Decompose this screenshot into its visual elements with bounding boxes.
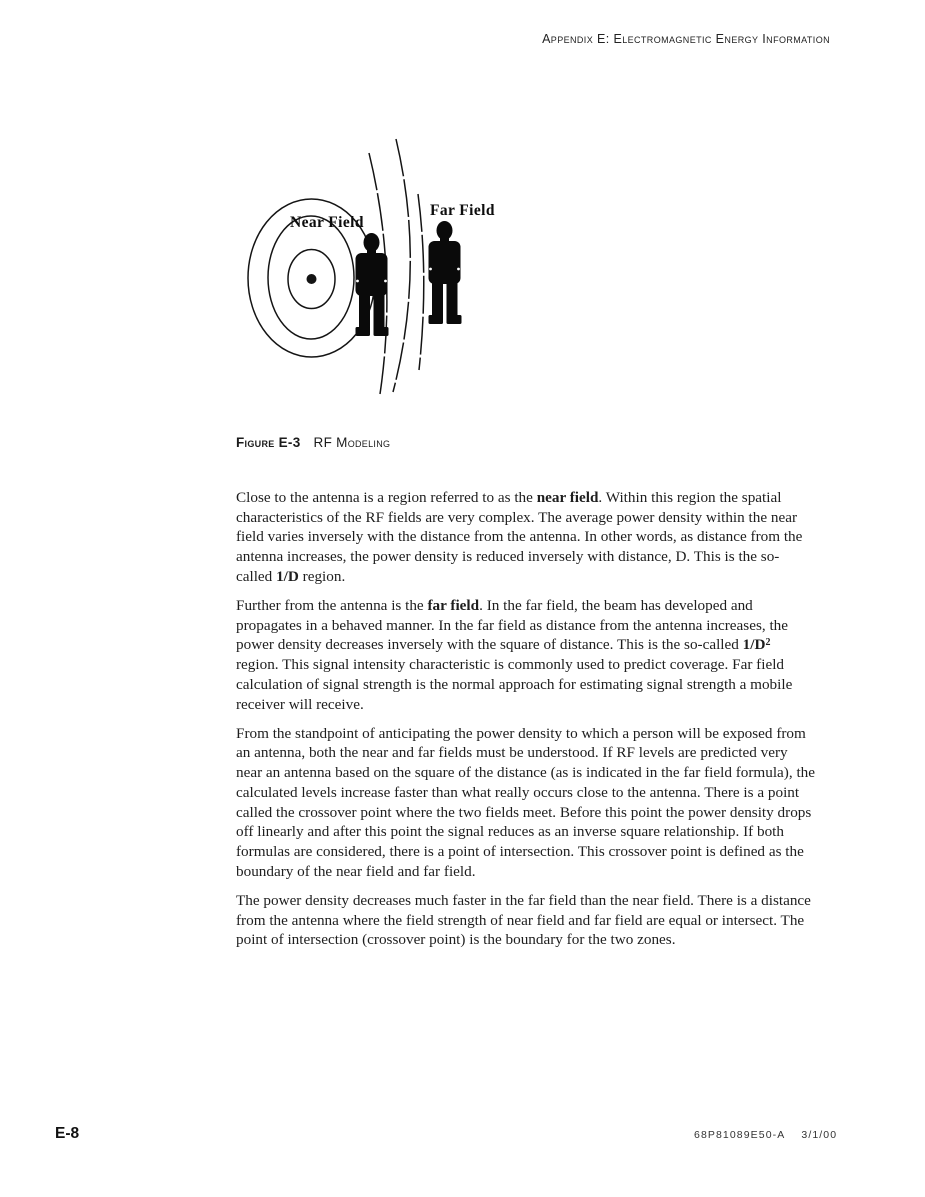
page-number: E-8 xyxy=(55,1125,80,1142)
paragraph: The power density decreases much faster in the far field than the near field. There is a distance from the antenna where the field strength of near field and far field are equal or intersect. The point of intersection (crossover point) is the boundary for the two zones. xyxy=(236,891,811,949)
doc-footer xyxy=(694,1129,837,1141)
paragraph: From the standpoint of anticipating the power density to which a person will be exposed from an antenna, both the near and far fields must be understood. If RF levels are predicted very near an antenna based on the square of the distance (as is indicated in the far field formula), the calculated levels increase faster than what really occurs close to the antenna. There is a point called the crossover point where the two fields meet. Before this point the power density drops off linearly and after this point the signal reduces as an inverse square relationship. If both formulas are considered, there is a point of intersection. This crossover point is defined as the boundary of the near field and far field. xyxy=(236,724,816,880)
figure-title: RF Modeling xyxy=(313,435,391,450)
paragraph: Close to the antenna is a region referred to as the near field. Within this region the spatial characteristics of the RF fields are very complex. The average power density within the near field varies inversely with the distance from the antenna. In other words, as distance from the antenna increases, the power density is reduced inversely with distance, D. This is the so-called 1/D region. xyxy=(236,489,803,585)
body-text xyxy=(236,488,815,959)
near-field-label: Near Field xyxy=(290,214,364,231)
far-field-label: Far Field xyxy=(430,202,495,219)
wavefront-arc-2 xyxy=(393,139,410,392)
running-header: Appendix E: Electromagnetic Energy Information xyxy=(542,32,830,46)
rf-modeling-figure xyxy=(230,135,565,403)
person-far-field-silhouette xyxy=(429,221,462,324)
figure-caption xyxy=(236,435,390,450)
antenna-dot xyxy=(307,274,317,284)
wavefront-arc-3 xyxy=(418,194,424,370)
doc-date: 3/1/00 xyxy=(801,1129,838,1141)
person-near-field-silhouette xyxy=(356,233,389,336)
rf-modeling-diagram xyxy=(230,135,565,403)
paragraph: Further from the antenna is the far field. In the far field, the beam has developed and propagates in a behaved manner. In the far field as distance from the antenna increases, the power density decreases inversely with the square of distance. This is the so-called $1/D^2$ region. This signal intensity characteristic is commonly used to predict coverage. Far field calculation of signal strength is the normal approach for estimating signal strength a mobile receiver will receive. xyxy=(236,597,793,713)
doc-number: 68P81089E50-A xyxy=(694,1129,786,1141)
figure-number: Figure E-3 xyxy=(236,435,301,450)
